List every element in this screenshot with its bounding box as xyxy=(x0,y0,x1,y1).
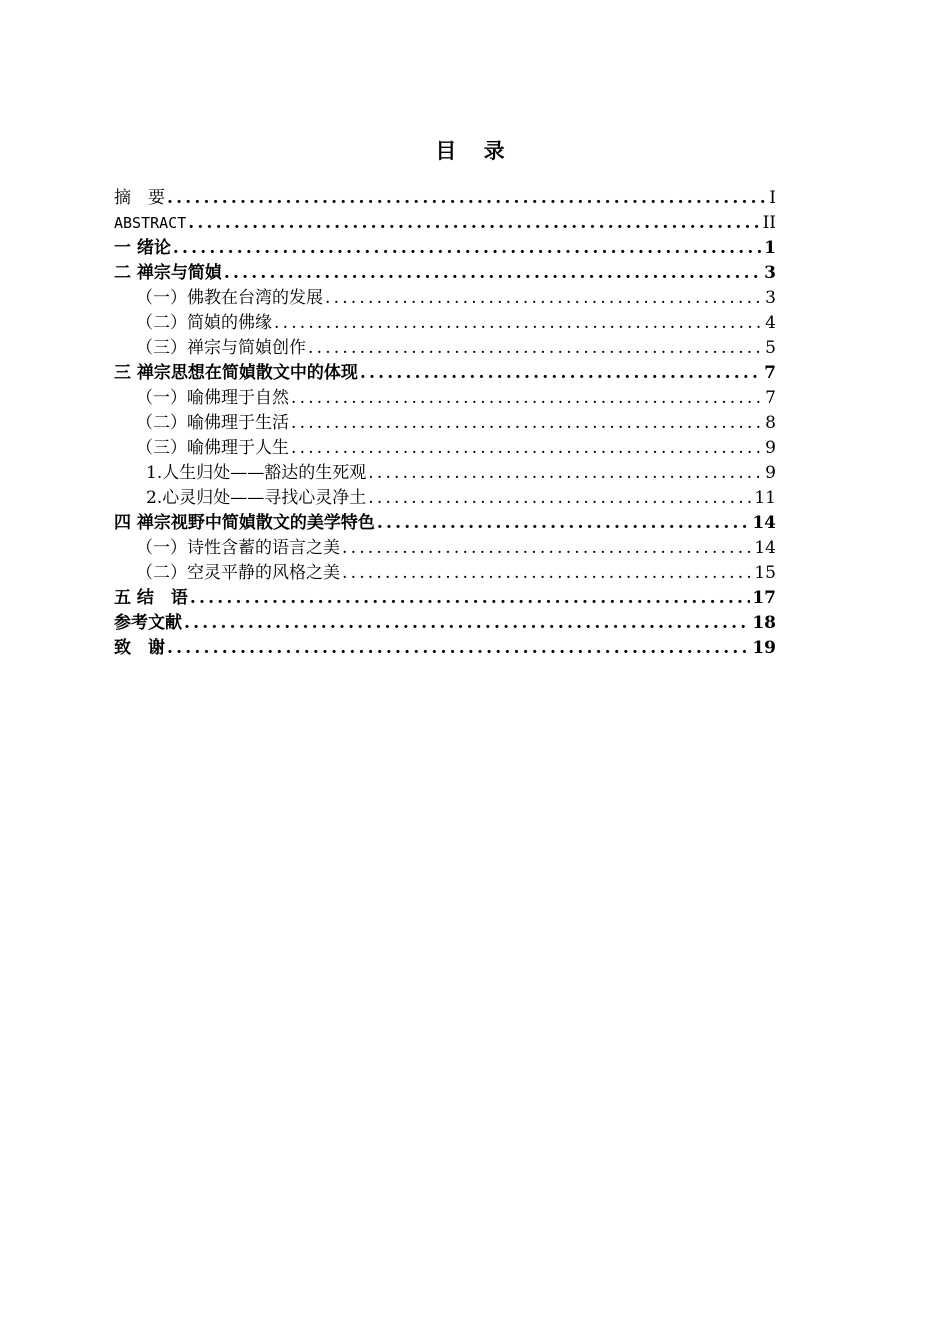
toc-dot-leader xyxy=(291,411,763,436)
toc-entry-page: 11 xyxy=(754,488,776,508)
toc-entry-abstract-cn[interactable] xyxy=(114,186,776,211)
toc-dot-leader xyxy=(173,236,762,261)
toc-entry-page: 8 xyxy=(765,413,776,433)
toc-entry-label: 参考文献 xyxy=(114,613,182,633)
toc-dot-leader xyxy=(308,336,763,361)
toc-entry-label: 摘 要 xyxy=(114,188,165,208)
toc-entry-label: 2.心灵归处——寻找心灵净土 xyxy=(146,488,367,508)
toc-entry-page: 5 xyxy=(765,338,776,358)
toc-entry-section-2-1[interactable] xyxy=(114,286,776,311)
toc-dot-leader xyxy=(368,486,752,511)
toc-dot-leader xyxy=(360,361,762,386)
toc-entry-chapter-4[interactable] xyxy=(114,511,776,536)
toc-entry-page: 15 xyxy=(754,563,776,583)
toc-entry-section-3-3[interactable] xyxy=(114,436,776,461)
toc-dot-leader xyxy=(190,586,750,611)
toc-entry-page: 14 xyxy=(752,513,776,533)
toc-entry-label: （三）禅宗与简媜创作 xyxy=(136,338,306,358)
toc-entry-chapter-3[interactable] xyxy=(114,361,776,386)
toc-entry-section-2-2[interactable] xyxy=(114,311,776,336)
toc-title: 目 录 xyxy=(435,139,515,163)
toc-dot-leader xyxy=(188,211,760,236)
toc-entry-section-3-2[interactable] xyxy=(114,411,776,436)
toc-entry-label: （二）空灵平静的风格之美 xyxy=(136,563,340,583)
toc-dot-leader xyxy=(274,311,763,336)
toc-entry-page: 4 xyxy=(765,313,776,333)
toc-dot-leader xyxy=(167,186,767,211)
toc-entry-chapter-5[interactable] xyxy=(114,586,776,611)
toc-dot-leader xyxy=(291,436,763,461)
toc-entry-page: 17 xyxy=(752,588,776,608)
toc-entry-label: ABSTRACT xyxy=(114,214,187,232)
toc-entry-label: （一）佛教在台湾的发展 xyxy=(136,288,323,308)
toc-entry-subsection-3-3-2[interactable] xyxy=(114,486,776,511)
toc-entry-page: 1 xyxy=(764,238,776,258)
toc-dot-leader xyxy=(291,386,763,411)
toc-dot-leader xyxy=(167,636,750,661)
toc-dot-leader xyxy=(342,561,752,586)
toc-entry-page: 9 xyxy=(765,438,776,458)
toc-entry-page: 18 xyxy=(752,613,776,633)
toc-dot-leader xyxy=(377,511,750,536)
toc-entry-acknowledgements[interactable] xyxy=(114,636,776,661)
toc-dot-leader xyxy=(184,611,750,636)
toc-entry-page: 3 xyxy=(764,263,776,283)
toc-entry-section-3-1[interactable] xyxy=(114,386,776,411)
toc-entry-label: （二）喻佛理于生活 xyxy=(136,413,289,433)
toc-dot-leader xyxy=(342,536,752,561)
toc-dot-leader xyxy=(325,286,763,311)
toc-entry-label: 二 禅宗与简媜 xyxy=(114,263,222,283)
toc-dot-leader xyxy=(368,461,763,486)
toc-entry-abstract-en[interactable] xyxy=(114,211,776,236)
toc-entry-chapter-2[interactable] xyxy=(114,261,776,286)
toc-entry-page: 7 xyxy=(765,388,776,408)
toc-entry-label: （一）喻佛理于自然 xyxy=(136,388,289,408)
toc-entry-label: 三 禅宗思想在简媜散文中的体现 xyxy=(114,363,358,383)
toc-entry-references[interactable] xyxy=(114,611,776,636)
toc-entry-page: I xyxy=(769,188,776,208)
toc-entry-label: 致 谢 xyxy=(114,638,165,658)
toc-entry-label: 一 绪论 xyxy=(114,238,171,258)
toc-entry-page: II xyxy=(762,213,776,233)
toc-entry-chapter-1[interactable] xyxy=(114,236,776,261)
toc-entry-section-2-3[interactable] xyxy=(114,336,776,361)
toc-entry-page: 9 xyxy=(765,463,776,483)
toc-dot-leader xyxy=(224,261,762,286)
toc-entry-section-4-2[interactable] xyxy=(114,561,776,586)
toc-entry-label: （二）简媜的佛缘 xyxy=(136,313,272,333)
toc-entry-label: 四 禅宗视野中简媜散文的美学特色 xyxy=(114,513,375,533)
toc-entry-label: （一）诗性含蓄的语言之美 xyxy=(136,538,340,558)
toc-entry-page: 3 xyxy=(765,288,776,308)
toc-entry-subsection-3-3-1[interactable] xyxy=(114,461,776,486)
toc-entry-page: 7 xyxy=(764,363,776,383)
toc-entry-page: 14 xyxy=(754,538,776,558)
toc-entry-page: 19 xyxy=(752,638,776,658)
table-of-contents xyxy=(114,186,776,661)
toc-entry-section-4-1[interactable] xyxy=(114,536,776,561)
toc-entry-label: 五 结 语 xyxy=(114,588,188,608)
toc-entry-label: 1.人生归处——豁达的生死观 xyxy=(146,463,367,483)
toc-entry-label: （三）喻佛理于人生 xyxy=(136,438,289,458)
